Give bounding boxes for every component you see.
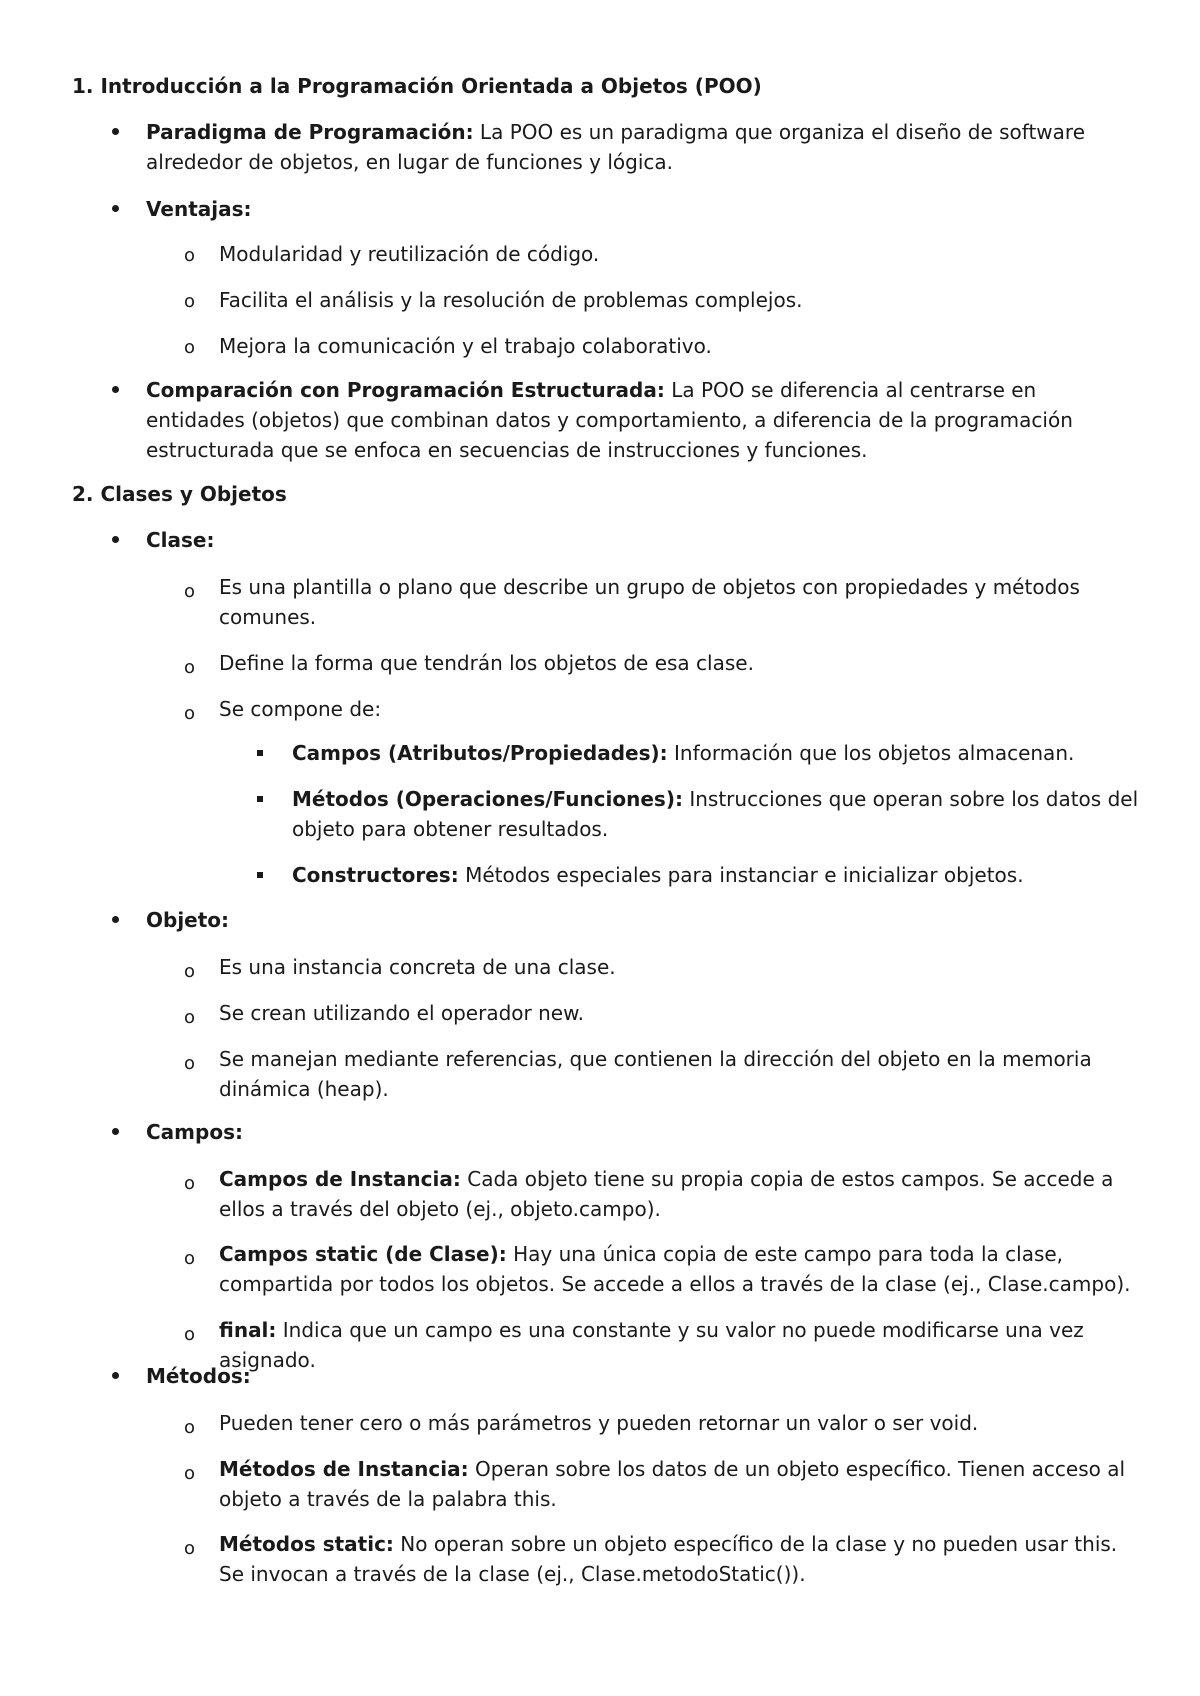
component-item [292, 784, 1142, 844]
definition: La POO se diferencia al centrarse en entidades (objetos) que combinan datos y comportamiento, a diferencia de la programación estructurada que se enfoca en secuencias de instrucciones y funciones. [146, 378, 1073, 462]
item-metodos [146, 1361, 1136, 1391]
term: Métodos static: [219, 1532, 394, 1556]
sub-item [219, 1454, 1139, 1514]
item-ventajas [146, 194, 1136, 224]
bullet-icon [112, 916, 119, 923]
definition: Indica que un campo es una constante y su valor no puede modificarse una vez asignado. [219, 1318, 1084, 1372]
bullet-icon [112, 536, 119, 543]
bullet-icon [112, 1128, 119, 1135]
item-clase [146, 525, 1136, 555]
sub-item: Define la forma que tendrán los objetos de esa clase. [219, 651, 754, 675]
term: Paradigma de Programación: [146, 120, 474, 144]
term: Clase: [146, 528, 215, 552]
square-bullet-icon [257, 796, 263, 802]
sub-bullet-icon: o [184, 337, 196, 358]
square-bullet-icon [257, 872, 263, 878]
term: Campos static (de Clase): [219, 1242, 507, 1266]
component-item [292, 738, 1142, 768]
sub-bullet-icon: o [184, 703, 196, 724]
sub-item: Facilita el análisis y la resolución de problemas complejos. [219, 288, 803, 312]
sub-item: Es una plantilla o plano que describe un grupo de objetos con propiedades y métodos comunes. [219, 575, 1080, 629]
sub-item: Se manejan mediante referencias, que contienen la dirección del objeto en la memoria dinámica (heap). [219, 1047, 1092, 1101]
term: Campos: [146, 1120, 243, 1144]
sub-item: Es una instancia concreta de una clase. [219, 955, 616, 979]
sub-bullet-icon: o [184, 1053, 196, 1074]
bullet-icon [112, 205, 119, 212]
item-campos [146, 1117, 1136, 1147]
sub-bullet-icon: o [184, 1538, 196, 1559]
term: Objeto: [146, 908, 230, 932]
definition: Hay una única copia de este campo para toda la clase, compartida por todos los objetos. Se accede a ellos a través de la clase (ej., Clase.campo). [219, 1242, 1131, 1296]
term: Campos de Instancia: [219, 1167, 461, 1191]
term: Métodos de Instancia: [219, 1457, 469, 1481]
sub-bullet-icon: o [184, 1007, 196, 1028]
term: Métodos (Operaciones/Funciones): [292, 787, 683, 811]
section-heading-1: 1. Introducción a la Programación Orientada a Objetos (POO) [72, 74, 762, 98]
sub-bullet-icon: o [184, 657, 196, 678]
sub-item: Se compone de: [219, 697, 382, 721]
sub-bullet-icon: o [184, 1248, 196, 1269]
definition: No operan sobre un objeto específico de la clase y no pueden usar this. Se invocan a través de la clase (ej., Clase.metodoStatic()). [219, 1532, 1118, 1586]
item-comparacion [146, 375, 1136, 465]
sub-bullet-icon: o [184, 291, 196, 312]
sub-item: Se crean utilizando el operador new. [219, 1001, 584, 1025]
definition: Información que los objetos almacenan. [667, 741, 1075, 765]
definition: Métodos especiales para instanciar e inicializar objetos. [458, 863, 1024, 887]
sub-bullet-icon: o [184, 1173, 196, 1194]
section-heading-2: 2. Clases y Objetos [72, 482, 287, 506]
bullet-icon [112, 128, 119, 135]
sub-item: Pueden tener cero o más parámetros y pueden retornar un valor o ser void. [219, 1411, 979, 1435]
sub-bullet-icon: o [184, 1463, 196, 1484]
bullet-icon [112, 386, 119, 393]
sub-item: Mejora la comunicación y el trabajo colaborativo. [219, 334, 712, 358]
bullet-icon [112, 1372, 119, 1379]
sub-item [219, 1239, 1139, 1299]
sub-item [219, 1529, 1139, 1589]
definition: La POO es un paradigma que organiza el diseño de software alrededor de objetos, en lugar de funciones y lógica. [146, 120, 1086, 174]
sub-bullet-icon: o [184, 961, 196, 982]
sub-bullet-icon: o [184, 1324, 196, 1345]
component-item [292, 860, 1142, 890]
term: Campos (Atributos/Propiedades): [292, 741, 668, 765]
sub-item [219, 1164, 1139, 1224]
definition: Operan sobre los datos de un objeto específico. Tienen acceso al objeto a través de la palabra this. [219, 1457, 1126, 1511]
term: final: [219, 1318, 277, 1342]
definition: Cada objeto tiene su propia copia de estos campos. Se accede a ellos a través del objeto (ej., objeto.campo). [219, 1167, 1114, 1221]
sub-item: Modularidad y reutilización de código. [219, 242, 600, 266]
sub-bullet-icon: o [184, 1417, 196, 1438]
item-objeto [146, 905, 1136, 935]
definition: Instrucciones que operan sobre los datos del objeto para obtener resultados. [292, 787, 1139, 841]
square-bullet-icon [257, 750, 263, 756]
sub-bullet-icon: o [184, 245, 196, 266]
term: Comparación con Programación Estructurada: [146, 378, 665, 402]
term: Métodos: [146, 1364, 251, 1388]
item-paradigma [146, 117, 1136, 177]
sub-bullet-icon: o [184, 581, 196, 602]
term: Constructores: [292, 863, 459, 887]
term: Ventajas: [146, 197, 252, 221]
